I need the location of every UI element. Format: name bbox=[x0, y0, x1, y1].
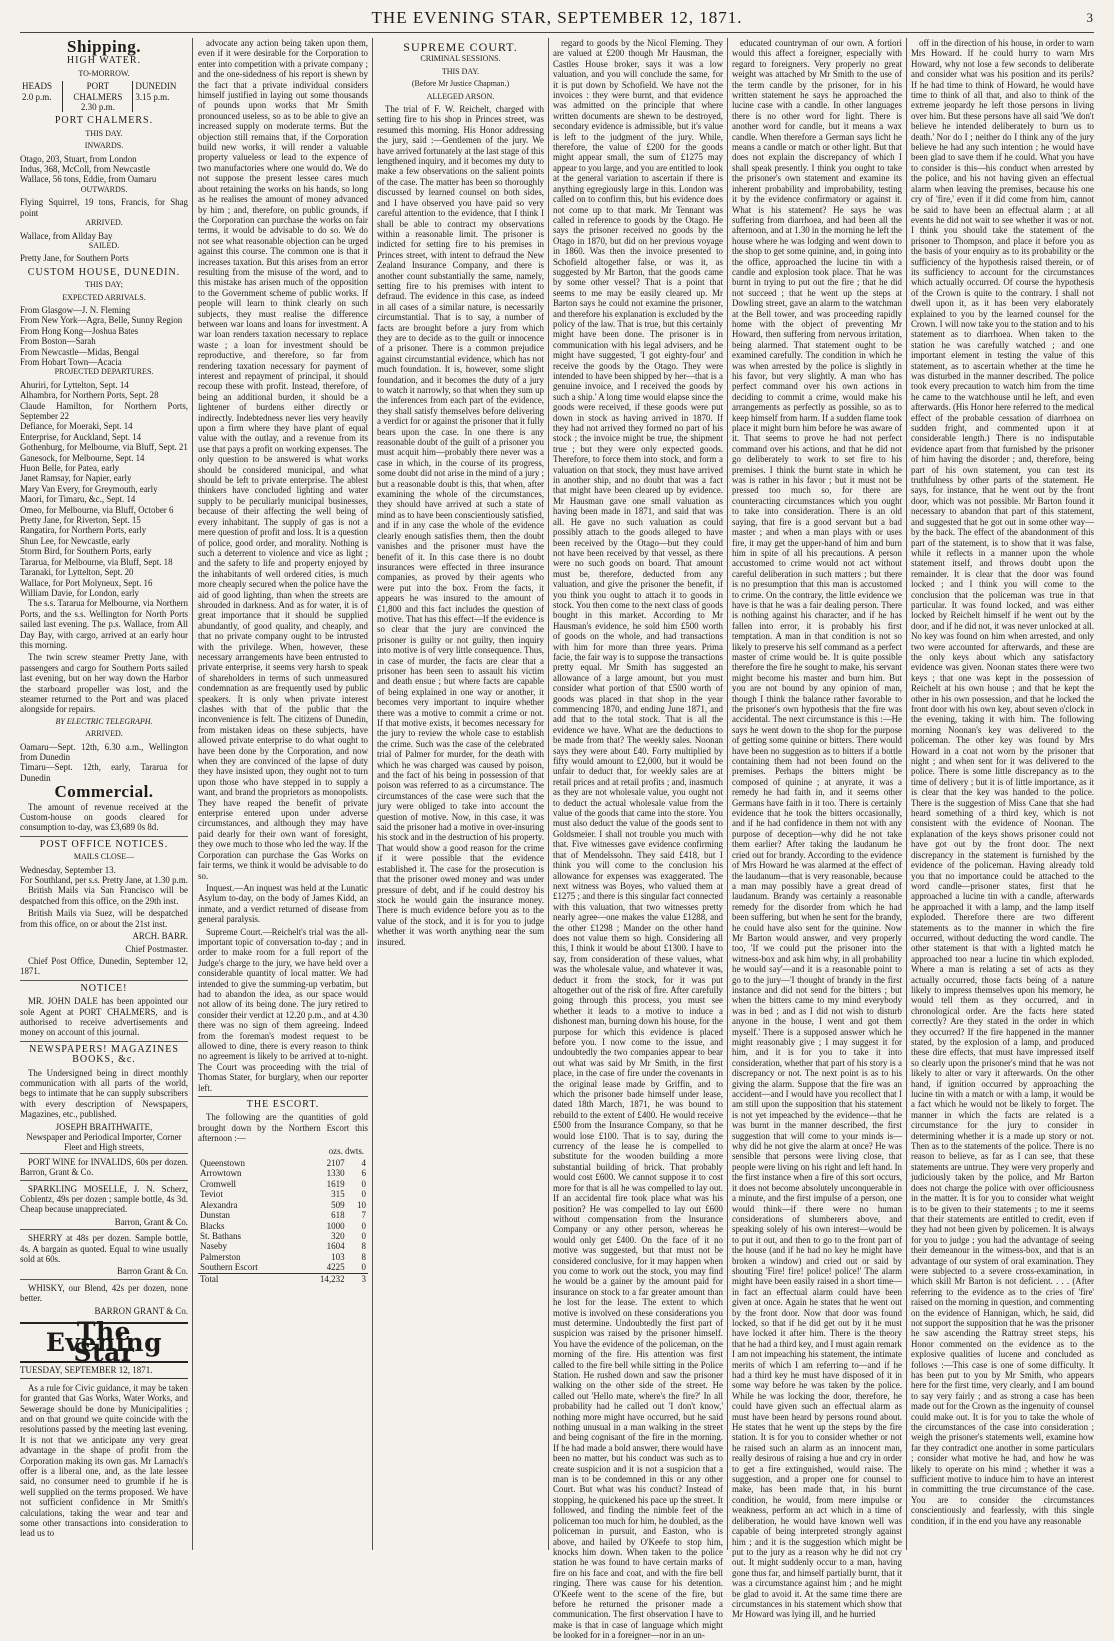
escort-place: Southern Escort bbox=[200, 1262, 258, 1273]
escort-row bbox=[198, 1252, 368, 1262]
inwards-list: Otago, 203, Stuart, from London Indus, 368, McColl, from Newcastle Wallace, 56 tons, Eddie, from Oamaru bbox=[20, 153, 157, 185]
commercial-paragraph: The amount of revenue received at the Custom-house on goods cleared for consumption to-day, was £3,689 0s 8d. bbox=[20, 801, 188, 833]
trial-report-continued: off in the direction of his house, in order to warn Mrs Howard. If he could hurry to warn Mrs Howard, why not lose a few seconds to deliberate and consider what was his position and its perils? If he had time to think of Howard, he would have time to think of all that, and also to think of the extreme jeopardy he left those persons in living over him. But these persons have all said 'We don't believe he intended deliberately to burn us to death.' Nor do I ; neither do I think any of the jury believe he had any such intention ; he would have been glad to save them if he could. What you have to consider is this—his conduct when arrested by the police, and his not having given an effectual alarm when leaving the premises, because his one cry of 'fire,' even if it did come from him, cannot be said to have been an effectual alarm ; at all events he did not wait to see whether it was or not. I think you should take the statement of the prisoner to Thompson, and place it before you as the basis of your enquiry as to its probability or the sufficiency of the hypothesis raised therein, or of its sufficiency to account for the circumstances which actually occurred. Of course the hypothesis of the Crown is quite to the contrary. I shall not dwell upon it, as it has been very elaborately explained to you by the learned counsel for the Crown. I will now take you to the station and to his statement as to diarrhoea. When taken to the station he was carefully watched ; and one important element in testing the value of this statement, as to ascertain whether at the time he was disturbed in the manner described. The police took every precaution to watch him from the time he came to the watchhouse until he left, and even afterwards. (His Honor here referred to the medical effect of the probable cessation of diarrhoea on sudden fright, and commented upon it at considerable length.) There is no indisputable evidence apart from that furnished by the prisoner of him having the disorder ; and, therefore, being part of his own statement, you can test its truthfulness by other parts of the statement. He says, for instance, that he went out by the front door, which was not possible. Mr Barton found it necessary to abandon that part of this statement, and suggested that he got out in some other way—by the back. The effect of the abandonment of this part of the statement, is to show that it was false, while it reflects in a manner upon the whole statement itself, and throws doubt upon the remainder. It is clear that the door was found locked ; and I think you will come to the conclusion that the policeman was true in that particular. It was found locked, and was either locked by Reichelt himself if he went out by the door, and if he did not, it was never unlocked at all. No key was found on him when arrested, and only two were accounted for afterwards, and these are the only keys about which any satisfactory evidence was given. Noonan states there were two keys ; that one was kept in the possession of Reichelt at his own house ; and that he kept the other in his own possession, and that he locked the front door with his own key, about seven o'clock in the evening, taking it with him. The following morning Noonan's key was delivered to the policeman. The other key was found by Mrs Howard in a coat not worn by the prisoner that night ; and when sent for it was delivered to the police. There is some little discrepancy as to the time of delivery ; but it is of little importance, as it is clear that the key was handed to the police. There is the suggestion of Miss Cane that she had heard something of a third key, which is not consistent with the evidence of Noonan. The explanation of the keys shows prisoner could not have got out by the front door. The next discrepancy in the statement is furnished by the evidence of the policeman. Having already told you that no importance could be attached to the word candle—prisoner states, first that he approached a lucine tin with a candle, afterwards he approached it with a lamp, and the lamp itself exploded. Therefore there are two different statements as to the manner in which the fire occurred, without deducting the word candle. The other statement is that with a lighted match he approached too near a lucine tin which exploded. Where a man is relating a set of acts as they actually occurred, those facts being of a nature likely to impress themselves upon his memory, he would tell them as they occurred, and in chronological order. Are the facts here stated correctly? Are they stated in the order in which they occurred? If the fire happened in the manner stated, by the explosion of a lamp, and produced these dire effects, that must have impressed itself so clearly upon the prisoner's mind that he was not likely to alter or vary it afterwards. On the other hand, if ignition occurred by approaching the lucine tin with a match or with a lamp, it would be a fact which he would not be likely to forget. The manner in which the facts are related is a circumstance for the jury to consider in determining whether it is a made up story or not. Then as to the statements of the police. There is no reason to believe, as far as I can see, that these statements are untrue. They were very properly and judiciously taken by the police, and Mr Barton does not charge the police with over officiousness in the matter. It is for you to consider what weight is to be given to their statements ; to me it seems that their statements are entitled to credit, even if they had not been given by policemen. It is always for you to judge ; you had the advantage of seeing their demeanour in the witness-box, and that is an advantage of our system of oral examination. They were subjected to a severe cross-examination, in which skill Mr Barton is not deficient. . . . (After referring to the evidence as to the cries of 'fire' raised on the morning in question, and commenting on the evidence of Hannigan, which, he said, did not support the supposition that he was the prisoner he saw ascending the Rattray street steps, his Honor commented on the evidence as to the explosive qualities of lucene and concluded as follows :—This case is one of some difficulty. It has been put to you by Mr Smith, who appears here for the first time, very clearly, and I am bound to say very fairly ; and as strong a case has been made out for the Crown as the ingenuity of counsel could make out. It is for you to take the whole of the circumstances of the case into consideration ; weigh the prisoner's statements well, examine how far they contradict one another in some particulars ; consider what motive he had, and how he was likely to operate on his mind ; whether it was a sufficient motive to induce him to have an interest in committing the true circumstance of the case. You are to consider the circumstances conscientiously and fearlessly, with this single condition, if in the end you have any reasonable bbox=[911, 38, 1094, 1526]
tide-table bbox=[20, 81, 188, 112]
column-4 bbox=[553, 38, 723, 1641]
escort-ozs: 1330 bbox=[326, 1168, 345, 1179]
outwards-label: OUTWARDS. bbox=[80, 184, 128, 194]
mails-paragraph: Wednesday, September 13. For Southland, per s.s. Pretty Jane, at 1.30 p.m. bbox=[20, 864, 188, 886]
mails-close-label: MAILS CLOSE— bbox=[73, 852, 135, 862]
escort-row bbox=[198, 1179, 368, 1189]
page-number: 3 bbox=[1086, 10, 1094, 25]
port-chalmers-heading: PORT CHALMERS. bbox=[54, 115, 154, 127]
alleged-arson-label: ALLEGED ARSON. bbox=[426, 91, 495, 101]
sailed-list: Pretty Jane, for Southern Ports bbox=[20, 253, 129, 264]
arrived-label: ARRIVED. bbox=[85, 218, 123, 228]
escort-dwts: 4 bbox=[361, 1158, 366, 1169]
outwards-list: Flying Squirrel, 19 tons, Francis, for Shag point bbox=[20, 197, 188, 218]
projected-departures-label: PROJECTED DEPARTURES. bbox=[54, 367, 154, 377]
shipping-heading: Shipping. bbox=[67, 37, 141, 56]
escort-ozs: 315 bbox=[331, 1189, 345, 1200]
inquest-paragraph: Inquest.—An inquest was held at the Lunatic Asylum to-day, on the body of James Kidd, an inmate, and a verdict returned of disease from general paralysis. bbox=[198, 882, 368, 925]
mails-paragraph: British Mails via Suez, will be despatched from this office, on or about the 21st inst. bbox=[20, 908, 188, 929]
whisky-signature: BARRON GRANT & Co. bbox=[94, 1305, 188, 1316]
escort-total-dwts: 3 bbox=[347, 1273, 368, 1284]
escort-dwts: 0 bbox=[361, 1178, 366, 1189]
escort-row bbox=[198, 1231, 368, 1241]
sailed-label: SAILED. bbox=[88, 240, 120, 250]
escort-row bbox=[198, 1168, 368, 1178]
escort-place: Blacks bbox=[200, 1220, 225, 1231]
issue-date: TUESDAY, SEPTEMBER 12, 1871. bbox=[20, 1365, 153, 1376]
escort-total-ozs: 14,232 bbox=[299, 1273, 346, 1284]
escort-place: St. Bathans bbox=[200, 1230, 242, 1241]
shipping-paragraph: The twin screw steamer Pretty Jane, with passengers and cargo for Southern Ports sailed last evening, but on her way down the Harbor the starboard propeller was lost, and the steamer returned to the Port and was placed alongside for repairs. bbox=[20, 652, 188, 715]
moselle-ad: SPARKLING MOSELLE, J. N. Scherz, Coblentz, 49s per dozen ; sample bottle, 4s 3d. Cheap because unappreciated. bbox=[20, 1180, 188, 1215]
escort-ozs: 1604 bbox=[326, 1241, 345, 1252]
notice-paragraph: MR. JOHN DALE has been appointed our sole Agent at PORT CHALMERS, and is authorised to receive advertisements and money on account of this journal. bbox=[20, 996, 188, 1038]
escort-ozs: 103 bbox=[331, 1251, 345, 1262]
moselle-signature: Barron, Grant & Co. bbox=[114, 1216, 188, 1227]
escort-dwts: 6 bbox=[361, 1168, 366, 1179]
trial-report: The trial of F. W. Reichelt, charged with setting fire to his shop in Princes street, was resumed this morning. His Honor addressing the jury, said :—Gentlemen of the jury. We have arrived fortunately at the last stage of this lengthened inquiry, and it becomes my duty to make a few observations on the salient points of the case. The matter has been so thoroughly discussed by learned counsel on both sides, and I have observed you have paid so very careful attention to the evidence, that I think I shall be able to contract my observations within a reasonable limit. The prisoner is indicted for setting fire to his premises in Princes street, with intent to defraud the New Zealand Insurance Company, and there is another count substantially the same, namely, setting fire to his premises with intent to defraud. The evidence in this case, as indeed in all cases of a similar nature, is necessarily circumstantial. That is to say, a number of facts are brought before a jury from which they are to decide as to the guilt or innocence of a prisoner. There is a common prejudice against circumstantial evidence, which has not much foundation. It is, however, some slight foundation, and it becomes the duty of a jury to watch it narrowly, so that when they sum up the inferences from each part of the evidence, they shall satisfy themselves before delivering a verdict for or against the prisoner that it fully bears upon the case. In one there is any reasonable doubt of the guilt of a prisoner you must acquit him—probably there never was a case in which, in the course of its progress, some doubt did not arise in the mind of a jury ; but a reasonable doubt is this, that when, after examining the whole of the circumstances, they should have arrived at such a state of mind as to have been conscientiously satisfied, and if in any case the whole of the evidence clearly enough satisfies them, then the doubt vanishes and the prisoner must have the benefit of it. In this case there is no doubt insurances were effected in three insurance companies, as proved by their agents who were put into the box. From the facts, it appears he was insured to the amount of £1,800 and this fact includes the question of motive. That has this effect—If the evidence is so clear that the jury are convinced the prisoner is guilty or not guilty, then inquiry into motive is of very little consequence. Thus, in case of murder, the facts are clear that a prisoner has been seen to assault his victim and death ensue ; but where facts are capable of being explained in one way or another, it becomes very important to inquire whether there was a motive to commit a crime or not. If that motive exists, it becomes necessary for the jury to review the whole case to establish the crime. Such was the case of the celebrated trial of Palmer for murder, for the death with which he was charged was caused by poison, and the fact of his being in possession of that poison was referred to as a circumstance. The circumstances of the case were such that the jury were obliged to take into account the question of motive. Now, in this case, it was said the prisoner had a motive in over-insuring his stock and in the destruction of his property. That would show a good reason for the crime if it were possible that the evidence established it. The case for the prosecution is that the prisoner owed money and was under pressure of debt, and if he could destroy his stock he would gain the insurance money. There is much evidence before you as to the value of the stock, and it is for you to judge whether it was worth anything near the sum insured. bbox=[377, 104, 544, 947]
escort-row bbox=[198, 1200, 368, 1210]
telegraph-arrived-label: ARRIVED. bbox=[85, 729, 123, 739]
mails-paragraph: British Mails via San Francisco will be despatched from this office, on the 29th inst. bbox=[20, 885, 188, 906]
column-5 bbox=[732, 38, 902, 1620]
supreme-court-heading: SUPREME COURT. bbox=[403, 40, 518, 54]
escort-row bbox=[198, 1221, 368, 1231]
telegraph-heading: BY ELECTRIC TELEGRAPH. bbox=[55, 716, 153, 726]
escort-ozs: 320 bbox=[331, 1230, 345, 1241]
escort-place: Alexandra bbox=[200, 1199, 238, 1210]
escort-place: Naseby bbox=[200, 1241, 227, 1252]
escort-intro: The following are the quantities of gold brought down by the Northern Escort this afternoon :— bbox=[198, 1112, 368, 1144]
inwards-label: INWARDS. bbox=[84, 141, 124, 151]
column-rule bbox=[372, 38, 373, 1550]
telegraph-list: Oamaru—Sept. 12th, 6.30 a.m., Wellington from Dunedin Timaru—Sept. 12th, early, Tararua for Dunedin bbox=[20, 741, 188, 783]
column-rule bbox=[548, 38, 549, 1550]
post-office-dateline: Chief Post Office, Dunedin, September 12, 1871. bbox=[20, 955, 188, 977]
postmaster-name: ARCH. BARR. bbox=[132, 931, 188, 942]
escort-units: ozs. dwts. bbox=[328, 1145, 364, 1156]
escort-row bbox=[198, 1262, 368, 1273]
escort-row bbox=[198, 1241, 368, 1251]
column-rule bbox=[192, 38, 193, 1550]
column-6 bbox=[911, 38, 1094, 1550]
escort-dwts: 7 bbox=[361, 1210, 366, 1221]
tide-dunedin: DUNEDIN 3.15 p.m. bbox=[135, 81, 177, 102]
arrived-list: Wallace, from Allday Bay bbox=[20, 230, 113, 241]
leader-continued: advocate any action being taken upon them, even if it were desirable for the Corporation to enter into competition with a private company ; and the one-sidedness of his report is shewn by the fact that a private individual considers himself justified in laying out some thousands of pounds upon works that Mr Smith pronounced useless, so as to be able to give an increased supply on moderate terms. But the objection still remains that, if the Corporation build new works, it will render a valuable property valueless or lead to the expence of two manufactories where one would do. We do not suppose the present lessee cares much about retaining the works on his hands, so long as he realises the amount of money advanced by him ; and, therefore, on public grounds, if the Corporation can purchase the works on fair terms, it would be advisable to do so. We do not see what reasonable objection can be urged against this course. The common one is that it increases taxation. But this arises from an error resulting from the misuse of the word, and to this mistake has arisen much of the opposition to the Government scheme of public works. If people will learn to think clearly on such subjects, they must realise the difference between war loans and loans for investment. A war loan renders taxation necessary to replace waste ; a loan for investment should be reproductive, and therefore, so far from rendering taxation necessary for payment of interest and repayment of principal, it should recoup these with profit. Instead, therefore, of being an additional burden, it should be a lightener of burdens either directly or indirectly. Indebtedness never lies very heavily upon a firm where they have plant of equal value with the outlay, and a revenue from its use that pays a profit on working expenses. The only question to be answered is what works should be considered municipal, and what should be left to private enterprise. The ablest thinkers have concluded lighting and water supply to be peculiarly municipal businesses, because of their affecting the well being of every inhabitant. The supply of gas is not a mere question of profit and loss. It is a question of police, good order, and morality. Nothing is such a deterrent to violence and vice as light ; and the safety to life and property enjoyed by the inhabitants of well ordered cities, is much more cheaply secured when the police have the aid of good lighting, than when the streets are shrouded in darkness. And as for water, it is of great importance that it should be supplied abundantly, of good quality, and cheaply, and that no private company ought to be intrusted with the privilege. When, however, these necessary arrangements have been entrusted to private enterprise, it seems very harsh to speak of shareholders in terms of such unmeasured condemnation as are frequently used by public speakers. It is only when private interest clashes with that of the public that the inconvenience is felt. The citizens of Dunedin, from mistaken ideas on these subjects, have allowed private enterprise to do what ought to have been done by the Corporation, and now when they are convinced of the lapse of duty they have insisted upon, they ought not to turn upon those who have stepped in to supply a want, and brand the proprietors as monopolists. They have reaped the benefit of private enterprise entered upon under adverse circumstances, and although they may have paid dearly for their own want of foresight, they owe much to those who led the way. If the Corporation can purchase the Gas Works on fair terms, we think it would be advisable to do so. bbox=[198, 38, 368, 881]
shipping-paragraph: The s.s. Tararua for Melbourne, via Northern Ports, and the s.s. Wellington for North Ports sailed last evening. The p.s. Wallace, from All Day Bay, with cargo, arrived at an early hour this morning. bbox=[20, 598, 188, 650]
newspapers-heading: NEWSPAPERS! MAGAZINES BOOKS, &c. bbox=[20, 1041, 188, 1066]
column-rule bbox=[906, 38, 907, 1550]
column-2 bbox=[198, 38, 368, 1550]
criminal-sessions-label: CRIMINAL SESSIONS. bbox=[420, 54, 501, 64]
this-day-label: THIS DAY. bbox=[441, 66, 480, 76]
escort-dwts: 0 bbox=[361, 1262, 366, 1273]
escort-dwts: 8 bbox=[361, 1241, 366, 1252]
post-office-heading: POST OFFICE NOTICES. bbox=[20, 836, 188, 850]
escort-row bbox=[198, 1210, 368, 1220]
expected-arrivals-label: EXPECTED ARRIVALS. bbox=[62, 292, 146, 302]
commercial-heading: Commercial. bbox=[54, 782, 154, 802]
escort-total-row bbox=[198, 1273, 368, 1284]
sherry-signature: Barron Grant & Co. bbox=[117, 1266, 188, 1277]
evening-star-title: The Evening Star bbox=[20, 1322, 188, 1363]
this-day-label: THIS DAY. bbox=[85, 128, 123, 138]
expected-arrivals-list: From Glasgow—J. N. Fleming From New York—Agra, Belle, Sunny Region From Hong Kong—Joshua Bates From Boston—Sarah From Newcastle—Midas, Bengal From Hobart Town—Acacia bbox=[20, 304, 183, 367]
page-masthead bbox=[20, 8, 1094, 33]
high-water-heading: HIGH WATER. bbox=[66, 55, 142, 67]
braithwaite-name: JOSEPH BRAITHWAITE, bbox=[55, 1121, 153, 1132]
escort-place: Queenstown bbox=[200, 1158, 245, 1169]
column-1 bbox=[20, 38, 188, 1550]
escort-ozs: 509 bbox=[331, 1199, 345, 1210]
projected-departures-list: Ahuriri, for Lyttelton, Sept. 14 Alhambra, for Northern Ports, Sept. 28 Claude Hamilton, for Northern Ports, September 22 Defiance, for Moeraki, Sept. 14 Enterprise, for Auckland, Sept. 14 Gothenburg, for Melbourne, via Bluff, Sept. 21 Ganesock, for Melbourne, Sept. 14 Huon Belle, for Patea, early Janet Ramsay, for Napier, early Mary Van Every, for Greymouth, early Maori, for Timaru, &c., Sept. 14 Omeo, for Melbourne, via Bluff, October 6 Pretty Jane, for Riverton, Sept. 15 Rangatira, for Northern Ports, early Shun Lee, for Newcastle, early Storm Bird, for Southern Ports, early Tararua, for Melbourne, via Bluff, Sept. 18 Taranaki, for Lyttelton, Sept. 20 Wallace, for Port Molyneux, Sept. 16 William Davie, for London, early bbox=[20, 379, 188, 598]
escort-place: Cromwell bbox=[200, 1178, 236, 1189]
escort-ozs: 4225 bbox=[326, 1262, 345, 1273]
escort-ozs: 1619 bbox=[326, 1178, 345, 1189]
escort-place: Dunstan bbox=[200, 1210, 230, 1221]
port-wine-ad: PORT WINE for INVALIDS, 60s per dozen. Barron, Grant & Co. bbox=[20, 1153, 188, 1178]
escort-dwts: 0 bbox=[361, 1189, 366, 1200]
escort-place: Arrowtown bbox=[200, 1168, 242, 1179]
escort-ozs: 618 bbox=[331, 1210, 345, 1221]
custom-house-heading: CUSTOM HOUSE, DUNEDIN. bbox=[27, 266, 181, 278]
tide-port-chalmers: PORT CHALMERS 2.30 p.m. bbox=[63, 81, 133, 112]
whisky-ad: WHISKY, our Blend, 42s per dozen, none better. bbox=[20, 1279, 188, 1304]
escort-heading: THE ESCORT. bbox=[198, 1096, 368, 1110]
escort-place: Teviot bbox=[200, 1189, 223, 1200]
escort-ozs: 1000 bbox=[326, 1220, 345, 1231]
escort-total-label: Total bbox=[198, 1273, 299, 1284]
escort-place: Palmerston bbox=[200, 1251, 241, 1262]
postmaster-title: Chief Postmaster. bbox=[125, 943, 188, 954]
escort-dwts: 0 bbox=[361, 1220, 366, 1231]
newspapers-paragraph: The Undersigned being in direct monthly communication with all parts of the world, begs to intimate that he can supply subscribers with every description of Newspapers, Magazines, etc., published. bbox=[20, 1067, 188, 1120]
supreme-court-paragraph: Supreme Court.—Reichelt's trial was the all-important topic of conversation to-day ; and in order to make room for a full report of the Judge's charge to the jury, we have held over a considerable quantity of local matter. We had intended to give the summing-up verbatim, but had to abandon the idea, as our space would not allow of its being done. The jury retired to consider their verdict at 12.20 p.m., and at 4.30 there was no sign of them agreeing. Indeed from the foreman's modest request to be allowed to dine, there is every reason to think no agreement is likely to be arrived at to-night. The Court was proceeding with the trial of Thomas Stater, for burglary, when our reporter left. bbox=[198, 926, 368, 1093]
escort-dwts: 0 bbox=[361, 1230, 366, 1241]
trial-report-continued: educated countryman of our own. A fortiori would this affect a foreigner, especially with regard to foreigners. Very properly no great weight was attached by Mr Smith to the use of the term candle by the prisoner, for in his written statement he says he approached the lucine case with a candle. In other languages there is no other word for light. There is another word for candle, but it means a wax candle. When therefore a German says licht he means a candle or match or other light. But that does not explain the discrepancy of which I shall speak presently. I think you ought to take the prisoner's own statement and examine its inherent probability and improbability, testing it by the evidence confirmatory or against it. What is his statement? He says he was suffering from diarrhoea, and had been all the afternoon, and at 1.30 in the morning he left the house where he was lodging and went down to the shop to get some quinine, and, in going into the office, approached the lucine tin with a candle and explosion took place. That he was burnt in trying to put out the fire ; that he did not succeed ; that he went up the steps at Dowling street, gave an alarm to the watchman at the Bell tower, and was proceeding rapidly home with the object of preventing Mr Howard, then suffering from nervous irritation, being alarmed. That statement ought to be examined carefully. The condition in which he was when arrested by the police is slightly in his favor, but very slightly. A man who has perfect command over his own actions in deciding to commit a crime, would make his arrangements as perfectly as possible, so as to keep himself from harm. If a sudden flame took place it might burn him before he was aware of it. That seems to prove he had not perfect command over his actions, and that he did not go deliberately to work to set fire to his premises. I think the burnt state in which he was is rather in his favor ; but it must not be pressed too much so, for there are counteracting circumstances which you ought to take into consideration. There is an old saying, that fire is a good servant but a bad master ; and when a man plays with or uses fire, it may get the upper-hand of him and burn him in spite of all his precautions. A person accustomed to crime would not act without careful deliberation in such matters ; but there is no presumption that this man is accustomed to crime. On the contrary, the little evidence we have is that he was a fair dealing person. There is nothing against his character, and if he has fallen into error, it is probably his first temptation. A man in that condition is not so likely to preserve his self command as a perfect master of crime would be. It is quite possible therefore the fire he sought to make, his servant might become his master and burn him. But you are not bound by any opinion of man, though I think the balance rather favorable to the prisoner's own hypothesis that the fire was accidental. The next circumstance is this :—He says he went down to the shop for the purpose of getting some quinine or bitters. There would have been no suggestion as to bitters if a bottle containing them had not been found on the premises. Perhaps the bitters might be composed of quinine ; at anyrate, it was a remedy he had faith in, and it seems other Germans have faith in it too. There is certainly evidence that he took the bitters occasionally, and if he had confidence in them not with any purpose of deception—why did he not take them earlier? After taking the laudanum he cried out for brandy. According to the evidence of Mrs Howard he was alarmed at the effect of the laudanum—that is very reasonable, because a man may possibly have a great dread of laudanum. Brandy was certainly a reasonable remedy for the disorder from which he had been suffering, but when he sent for the brandy, he could have also sent for the quinine. Now Mr Barton would answer, and very properly too, 'If we could put the prisoner into the witness-box and ask him why, in all probability he would say'—and it is a reasonable point to go to the jury—'I thought of brandy in the first instance and did not send for the bitters ; but when the bitters came to my mind everybody was in bed ; and as I did not wish to disturb anyone in the house, I went and got them myself.' There is a supposed answer which he might reasonably give ; I may suggest it for him, and it is for you to take it into consideration, whether that part of his story is a discrepancy or not. The next point is as to his giving the alarm. Suppose that the fire was an accident—and I would have you recollect that I am still upon the supposition that his statement is not yet impeached by the evidence—that he was burnt in the manner described, the first suggestion that will come to your minds is—why did he not give the alarm at once? He was sensible that persons were living close, that people were living on his right and left hand. In the first instance when a fire of this sort occurs, it does not become absolutely unconquerable in a minute, and the first impulse of a person, one would think—if there were no human considerations of slumberers above, and speaking solely of his own interest—would be to put it out, and then to go to the front part of the house (and if he had no key he might have broken a window) and cried out or said by shouting 'Fire! fire! police! police!' The alarm might have been easily raised in a short time—in fact an effectual alarm could have been given at once. Again he states that he went out by the front door. Now that door was found locked, so that if he did get out by it he must have locked it after him. There is the theory that he had a third key, and I must again remark I am not impeaching his statement, the intimate merits of which I am referring to—and if he had a third key he must have disposed of it in some way before he was taken by the police. While he was locking the door, therefore, he could have given such an effectual alarm as must have been heard by persons round about. He states that he went up the steps by the fire station. It is for you to consider whether or not he raised such an alarm as an innocent man, really desirous of raising a hue and cry in order to get a fire extinguished, would raise. The suggestion, and a proper one for counsel to make, has been made that, in his burnt condition, he would, from mere impulse or weakness, perform an act which in a time of deliberation, he would have known well was capable of being interpreted strongly against him ; and it is the suggestion which might be put to the jury as a reason why he did not cry out. It might suddenly occur to a man, having gone thus far, and himself partially burnt, that it was a circumstance against him ; and he might be glad to avoid it. At the same time there are circumstances in his statement which show that Mr Howard was lying ill, and he hurried bbox=[732, 38, 902, 1620]
escort-table bbox=[198, 1158, 368, 1284]
tomorrow-label: TO-MORROW. bbox=[78, 68, 130, 78]
leader-paragraph: As a rule for Civic guidance, it may be taken for granted that Gas Works, Water Works, and Sewerage should be done by Municipalities ; and on that ground we quite coincide with the resolutions passed by the meeting last evening. It is not that we anticipate any very great advantage in the shape of profit from the Corporation making its own gas. Mr Larnach's offer is a liberal one, and, as the late lessee said, no consumer need to grumble if he is well supplied on the terms proposed. We have not sufficient confidence in Mr Smith's calculations, taking the wear and tear and some other transactions into consideration to lead us to bbox=[20, 1382, 188, 1539]
escort-row bbox=[198, 1189, 368, 1199]
escort-dwts: 10 bbox=[357, 1199, 366, 1210]
column-rule bbox=[727, 38, 728, 1550]
escort-dwts: 8 bbox=[361, 1251, 366, 1262]
notice-heading: NOTICE! bbox=[20, 980, 188, 994]
escort-ozs: 2107 bbox=[326, 1158, 345, 1169]
column-3 bbox=[377, 38, 544, 1550]
issue-dateline bbox=[20, 1365, 188, 1378]
judge-label: (Before Mr Justice Chapman.) bbox=[411, 79, 510, 89]
escort-row bbox=[198, 1158, 368, 1168]
sherry-ad: SHERRY at 48s per dozen. Sample bottle, 4s. A bargain as quoted. Equal to wine usually sold at 60s. bbox=[20, 1229, 188, 1264]
custom-this-day: THIS DAY; bbox=[85, 280, 123, 290]
tide-heads: HEADS 2.0 p.m. bbox=[22, 81, 53, 102]
masthead-title: THE EVENING STAR, SEPTEMBER 12, 1871. bbox=[371, 8, 743, 27]
trial-report-continued: regard to goods by the Nicol Fleming. They are valued at £200 though Mr Hausman, the Castles House broker, says it was a low valuation, and you will conclude the same, for it is put down by Schofield. We have not the invoices : they were burnt, and that evidence was admitted on the principle that where written documents are shewn to be destroyed, secondary evidence is admissible, but it's value is left to the judgment of the jury. While, therefore, the value of £200 for the goods might appear small, the sum of £1275 may appear to you large, and you are entitled to look at the general variation to ascertain if there is anything egregiously large in this. London was called on to confirm this, but his evidence does not come up to that mark. Mr Tennant was called in reference to goods by the Otago. He says the prisoner received no goods by the Otago in 1870, but did on her previous voyage in 1860. Was then the invoice presented to Schofield altogether false, or was it, as suggested by Mr Barton, that the goods came by some other vessel? That is a point that seems to me may be easily cleared up. Mr Barton says he could not examine the prisoner, and therefore his explanation is excluded by the policy of the law. That is true, but this certainly might have been done. The prisoner is in communication with his legal advisers, and he might have suggested, 'I got eighty-four' and receive the goods by the Otago. They were intended to have been shipped by her—that is a genuine invoice, and I received the goods by such a ship.' A long time would elapse since the goods were received, if these goods were put down in stock as having arrived in 1870. If they had not arrived they formed no part of his stock ; the invoice might be true, the shipment true ; but they were only expected goods. Therefore, to force them into stock, and form a valuation on that stock, they must have arrived in another ship, and no doubt that was a fact that might have been cleared up by evidence. Mr Hausman gave one small valuation as having been made in 1871, and said that was all. He gave no such valuation as could possibly attach to the goods alleged to have been received by the Otago—but they could not have been received by that vessel, as there were no such goods on board. That amount must be, therefore, deducted from any valuation, and give the prisoner the benefit, if you think you ought to attach it to goods in stock. You then come to the next class of goods bought in this market. According to Mr Hausman's evidence, he sold him £500 worth of goods on the whole, and had transactions with him for more than three years. Prima facie, the fair way is to suppose the transactions pretty equal. Mr Smith has suggested an allowance of a large amount, but you must consider what portion of that £500 worth of goods was placed in that shop in the year commencing 1870, and ending June 1871, and add that to the total stock. That is all the evidence we have. What are the deductions to be made from that? The weekly sales. Noonan says they were about £40. Forty multiplied by fifty would amount to £2,000, but it would be unfair to deduct that, for weekly sales are at retail prices and at retail profits ; and, inasmuch as they are not wholesale value, you ought not to deduct the actual wholesale value from the value of the goods that came into the store. You must also deduct the value of the goods sent to Goldsmeier. I shall not trouble you much with that. Five witnesses gave evidence confirming that of Mendelssohn. They said £418, but I think you will come to the conclusion his allowance for expenses was exaggerated. The next witness was Boyes, who valued them at £1275 ; and there is this singular fact connected with this valuation, that two witnesses pretty nearly agree—one makes the value £1288, and the other £1298 ; Mander on the other hand does not value them so high. Considering all this, I think it would be about £1300. I have to say, from consideration of these values, what was the wholesale value, and whatever it was, deduct it from the stock, for it was put altogether out of the risk of fire. After carefully going through this process, you must see whether it leads to a motive to induce a dishonest man, burning down his house, for the purpose for which this evidence is placed before you. I now come to the issue, and undoubtedly the two companies appear to bear out what was said by Mr Smith, in the first place, in the case of fire under the covenants in the original lease made by Griffin, and to which the prisoner bade himself under lease, dated 18th March, 1871, he was bound to rebuild to the extent of £400. He would receive £500 from the Insurance Company, so that he would lose £100. That is to say, during the currency of the lease he is compelled to substitute for the wooden building a more substantial building of brick. That probably would cost £600. We cannot suppose it to cost more for that is all he was compelled to lay out. If an accidental fire took place what was his position? He was compelled to lay out £600 without compensation from the Insurance Company or any other person, whereas he would only get £400. On the face of it no motive was suggested, but that must not be considered conclusive, for it may happen when you come to work out the stock, you may find he would be a gainer by the amount paid for insurance on stock to a far greater amount than he lost for the lease. The extent to which motive is involved on these considerations you must determine. Undoubtedly the first part of suspicion was raised by the prisoner himself. You have the evidence of the policeman, on the morning of the fire. His attention was first called to the fire bell while sitting in the Police Station. He rushed down and saw the prisoner walking on the other side of the street. He called out 'Hello mate, where's the fire?' In all probability had he called out 'I don't know,' nothing more might have occurred, but he said nothing unusual in a man walking in the street and being cognisant of the fire in the morning. If he had made a bold answer, there would have been no matter, but his conduct was such as to create suspicion and it is not a suspicion that a man is to be condemned in this or any other Court. But what was his conduct? Instead of stopping, he quickened his pace up the street. It followed, and finding the nimble feet of the policeman too much for him, he doubled, as the policeman in pursuit, and Easton, who is above, and hailed by O'Keefe to stop him, knocks him down. When taken to the police station he was found to have certain marks of fire on his face and coat, and with the fire bell ringing. There was cause for his detention. O'Keefe went to the scene of the fire, but before he returned the prisoner made a communication. The first observation I have to make is that in case of language which might be looked for in a foreigner—nor in an un- bbox=[553, 38, 723, 1641]
braithwaite-subtitle: Newspaper and Periodical Importer, Corner Fleet and High streets, bbox=[26, 1132, 182, 1153]
